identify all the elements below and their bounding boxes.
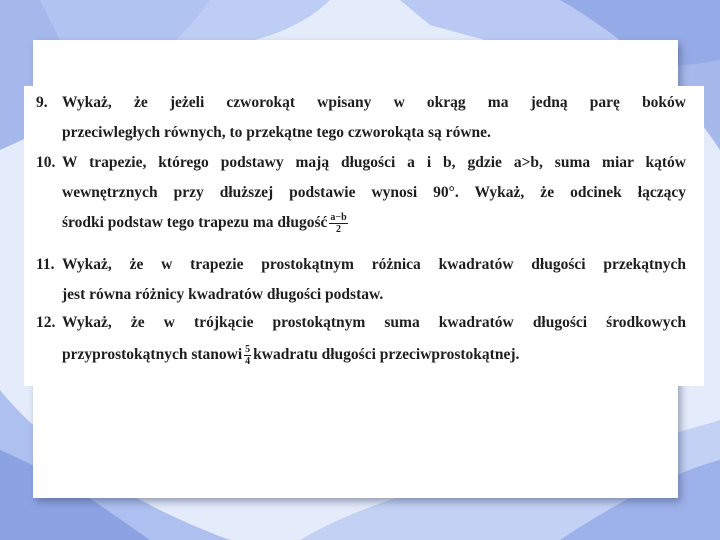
problem-number: 10.: [36, 154, 56, 171]
problem-text-line-with-fraction: [62, 212, 350, 235]
problem-text-line: Wykaż, że w trójkącie prostokątnym suma kwadratów długości środkowych: [62, 314, 686, 331]
problem-text-line: Wykaż, że jeżeli czworokąt wpisany w okrąg ma jedną parę boków: [62, 94, 686, 111]
problem-text: środki podstaw tego trapezu ma długość: [62, 214, 328, 232]
problem-number: 9.: [36, 94, 48, 111]
problem-text: kwadratu długości przeciwprostokątnej.: [253, 346, 520, 364]
fraction: [244, 344, 251, 367]
problem-list: [24, 86, 704, 386]
fraction-denominator: 2: [336, 224, 342, 235]
fraction: [329, 212, 347, 235]
fraction-numerator: 5: [245, 344, 251, 355]
problem-text: przyprostokątnych stanowi: [62, 346, 243, 364]
problem-text-line: przeciwległych równych, to przekątne tego czworokąta są równe.: [62, 124, 491, 141]
problem-text-line: wewnętrznych przy dłuższej podstawie wynosi 90°. Wykaż, że odcinek łączący: [62, 184, 686, 201]
fraction-numerator: a−b: [330, 212, 347, 223]
problem-text-line: jest równa różnicy kwadratów długości podstaw.: [62, 286, 384, 303]
problem-text-line: Wykaż, że w trapezie prostokątnym różnica kwadratów długości przekątnych: [62, 256, 686, 273]
fraction-denominator: 4: [245, 356, 251, 367]
problem-number: 12.: [36, 314, 56, 331]
problem-number: 11.: [36, 256, 55, 273]
problem-text-line-with-fraction: [62, 344, 519, 367]
problem-text-line: W trapezie, którego podstawy mają długości a i b, gdzie a>b, suma miar kątów: [62, 154, 686, 171]
